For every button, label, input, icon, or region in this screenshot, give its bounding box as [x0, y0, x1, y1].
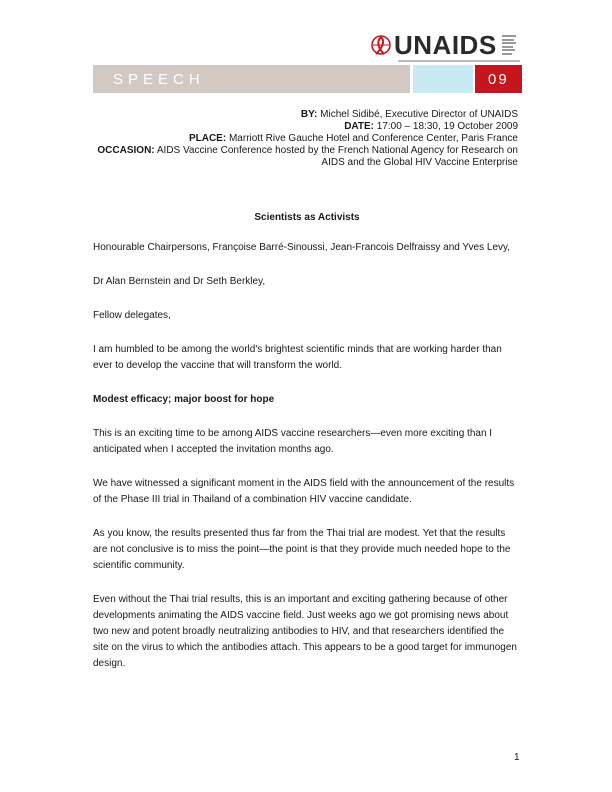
speech-label: SPEECH	[113, 71, 205, 88]
logo-wordmark: UNAIDS	[394, 30, 497, 60]
paragraph: As you know, the results presented thus far from the Thai trial are modest. Yet that the results are not conclusive is to miss the point—the point is that they provide much needed hope to the scientific community.	[93, 528, 511, 571]
section-heading: Modest efficacy; major boost for hope	[93, 394, 275, 405]
paragraph: I am humbled to be among the world's brightest scientific minds that are working harder than ever to develop the vaccine that will transform the world.	[93, 344, 502, 371]
paragraph: This is an exciting time to be among AIDS vaccine researchers—even more exciting than I anticipated when I accepted the invitation months ago.	[93, 428, 493, 455]
speech-number: 09	[488, 71, 509, 88]
meta-occasion	[78, 145, 518, 169]
meta-date	[78, 121, 518, 133]
paragraph: We have witnessed a significant moment in the AIDS field with the announcement of the results of the Phase III trial in Thailand of a combination HIV vaccine candidate.	[93, 478, 515, 505]
meta-by	[78, 109, 518, 121]
paragraph: Fellow delegates,	[93, 310, 171, 321]
page-number: 1	[514, 752, 520, 763]
meta-place-label: PLACE:	[188, 133, 227, 144]
speech-body	[93, 210, 521, 690]
meta-date-value: 17:00 – 18:30, 19 October 2009	[374, 121, 518, 132]
paragraph: Dr Alan Bernstein and Dr Seth Berkley,	[93, 276, 266, 287]
speech-title: Scientists as Activists	[254, 212, 360, 223]
speech-band	[93, 65, 410, 93]
red-ribbon-globe-icon	[368, 33, 392, 57]
paragraph: Even without the Thai trial results, this is an important and exciting gathering because of other developments animating the AIDS vaccine field. Just weeks ago we got promising news about two new and potent broadly neutralizing antibodies to HIV, and that researchers identified the site on the virus to which the antibodies attach. This appears to be a good target for immunogen design.	[93, 594, 517, 669]
logo-small-print	[502, 35, 516, 55]
speech-meta	[78, 109, 518, 169]
paragraph: Honourable Chairpersons, Françoise Barré-Sinoussi, Jean-Francois Delfraissy and Yves Levy,	[93, 242, 511, 253]
meta-by-label: BY:	[300, 109, 318, 120]
meta-place	[78, 133, 518, 145]
meta-occasion-value: AIDS Vaccine Conference hosted by the French National Agency for Research on AIDS and the Global HIV Vaccine Enterprise	[154, 145, 518, 168]
meta-by-value: Michel Sidibé, Executive Director of UNAIDS	[317, 109, 518, 120]
meta-date-label: DATE:	[344, 121, 374, 132]
unaids-logo	[368, 30, 516, 60]
blue-band	[413, 65, 473, 93]
logo-tagline-line	[398, 60, 520, 62]
meta-occasion-label: OCCASION:	[97, 145, 155, 156]
meta-place-value: Marriott Rive Gauche Hotel and Conference Center, Paris France	[226, 133, 518, 144]
number-band	[475, 65, 522, 93]
